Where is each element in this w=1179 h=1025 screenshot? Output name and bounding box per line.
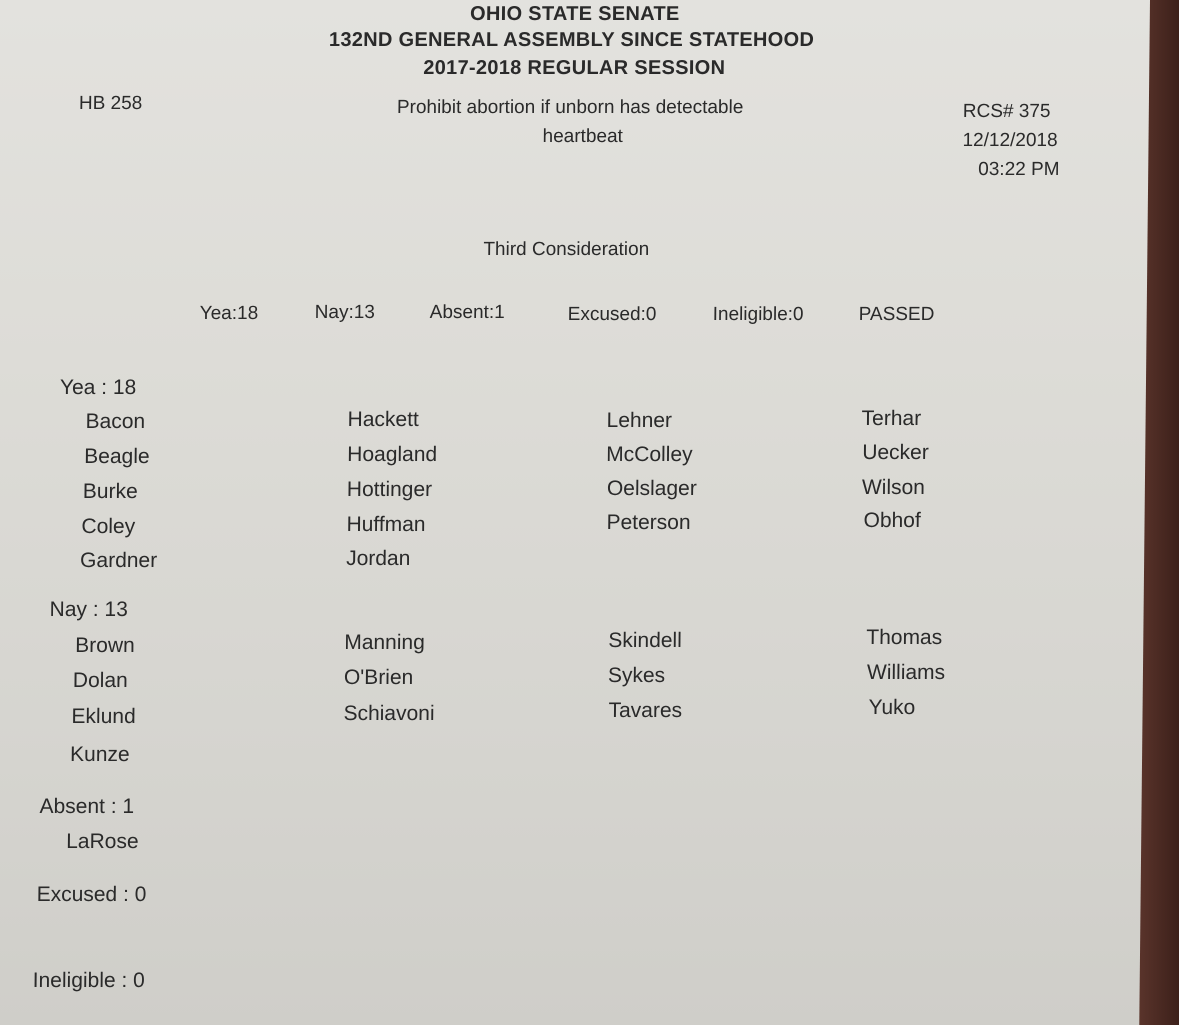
bill-title-line2: heartbeat bbox=[542, 126, 623, 147]
bill-title-line1: Prohibit abortion if unborn has detectable bbox=[396, 97, 744, 118]
yea-name: Oelslager bbox=[606, 477, 697, 500]
bill-number: HB 258 bbox=[78, 93, 143, 114]
nay-name: O'Brien bbox=[343, 666, 414, 689]
yea-name: Beagle bbox=[84, 445, 150, 468]
nay-name: Yuko bbox=[868, 696, 916, 719]
tally-result: PASSED bbox=[858, 304, 935, 325]
yea-name: McColley bbox=[606, 443, 693, 466]
yea-name: Burke bbox=[82, 480, 138, 503]
tally-nay: Nay:13 bbox=[314, 302, 376, 323]
tally-absent: Absent:1 bbox=[429, 302, 505, 323]
header-assembly: 132ND GENERAL ASSEMBLY SINCE STATEHOOD bbox=[328, 29, 815, 51]
yea-name: Uecker bbox=[862, 441, 929, 464]
nay-name: Eklund bbox=[71, 705, 136, 728]
nay-label: Nay : 13 bbox=[49, 598, 128, 621]
yea-name: Lehner bbox=[606, 409, 673, 432]
nay-name: Dolan bbox=[72, 669, 128, 692]
header-session: 2017-2018 REGULAR SESSION bbox=[423, 57, 726, 79]
nay-name: Skindell bbox=[608, 629, 682, 652]
yea-name: Terhar bbox=[861, 407, 922, 430]
yea-name: Bacon bbox=[85, 410, 146, 433]
nay-name: Kunze bbox=[69, 743, 130, 766]
nay-name: Tavares bbox=[608, 699, 683, 722]
absent-label: Absent : 1 bbox=[39, 795, 135, 818]
consideration: Third Consideration bbox=[483, 239, 650, 260]
absent-name: LaRose bbox=[66, 830, 139, 853]
yea-name: Hoagland bbox=[347, 443, 438, 466]
header-title: OHIO STATE SENATE bbox=[469, 3, 680, 25]
nay-name: Sykes bbox=[607, 664, 666, 687]
yea-name: Hottinger bbox=[346, 478, 433, 501]
yea-name: Obhof bbox=[863, 509, 921, 532]
yea-name: Jordan bbox=[346, 547, 411, 570]
vote-time: 03:22 PM bbox=[978, 159, 1060, 180]
nay-name: Manning bbox=[344, 631, 425, 654]
ineligible-label: Ineligible : 0 bbox=[32, 969, 145, 992]
yea-label: Yea : 18 bbox=[59, 376, 137, 399]
nay-name: Williams bbox=[866, 661, 946, 684]
nay-name: Schiavoni bbox=[343, 702, 435, 725]
nay-name: Brown bbox=[75, 634, 135, 657]
rcs-number: RCS# 375 bbox=[962, 101, 1051, 122]
tally-excused: Excused:0 bbox=[567, 304, 657, 325]
yea-name: Peterson bbox=[606, 511, 691, 534]
nay-name: Thomas bbox=[866, 626, 943, 649]
tally-yea: Yea:18 bbox=[199, 303, 259, 324]
yea-name: Wilson bbox=[861, 476, 926, 499]
vote-date: 12/12/2018 bbox=[962, 130, 1058, 151]
tally-ineligible: Ineligible:0 bbox=[712, 304, 804, 325]
yea-name: Coley bbox=[81, 515, 136, 538]
excused-label: Excused : 0 bbox=[36, 883, 147, 906]
yea-name: Huffman bbox=[346, 513, 426, 536]
yea-name: Hackett bbox=[347, 408, 419, 431]
yea-name: Gardner bbox=[80, 549, 158, 572]
